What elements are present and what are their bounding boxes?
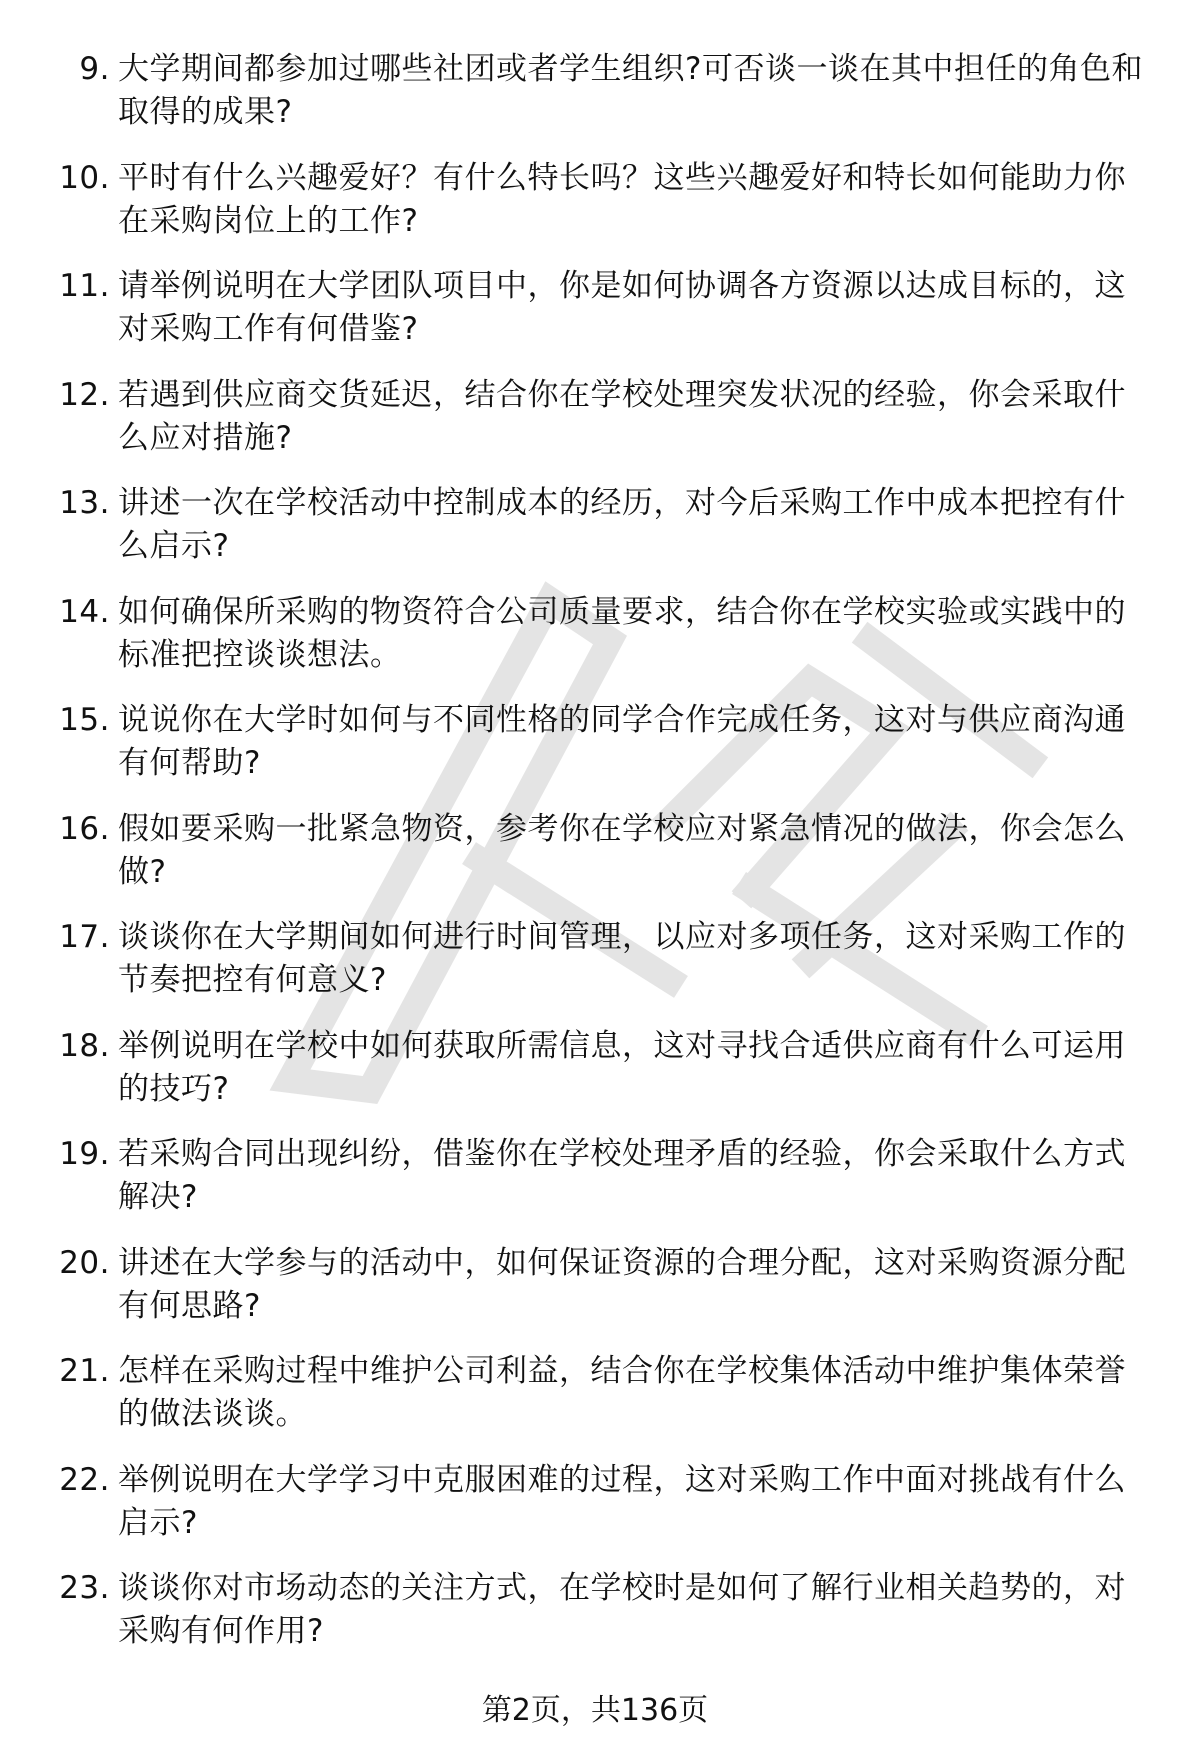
question-text: 平时有什么兴趣爱好？有什么特长吗？这些兴趣爱好和特长如何能助力你在采购岗位上的工作? bbox=[118, 159, 1126, 239]
question-number: 20. bbox=[59, 1244, 110, 1281]
question-text: 如何确保所采购的物资符合公司质量要求，结合你在学校实验或实践中的标准把控谈谈想法。 bbox=[118, 593, 1126, 673]
list-item bbox=[0, 1133, 1190, 1242]
question-list bbox=[0, 48, 1190, 1676]
question-number: 10. bbox=[59, 159, 110, 196]
question-text: 举例说明在大学学习中克服困难的过程，这对采购工作中面对挑战有什么启示? bbox=[118, 1461, 1126, 1541]
question-text: 大学期间都参加过哪些社团或者学生组织?可否谈一谈在其中担任的角色和取得的成果? bbox=[118, 51, 1143, 130]
question-number: 13. bbox=[59, 485, 110, 521]
question-number: 17. bbox=[59, 919, 110, 955]
question-number: 14. bbox=[59, 593, 110, 630]
list-item bbox=[0, 591, 1190, 700]
question-number: 9. bbox=[79, 51, 110, 87]
list-item bbox=[0, 1242, 1190, 1351]
question-text: 讲述在大学参与的活动中，如何保证资源的合理分配，这对采购资源分配有何思路? bbox=[118, 1244, 1126, 1324]
question-text: 若采购合同出现纠纷，借鉴你在学校处理矛盾的经验，你会采取什么方式解决? bbox=[118, 1136, 1126, 1215]
list-item bbox=[0, 699, 1190, 808]
question-number: 15. bbox=[59, 702, 110, 738]
list-item bbox=[0, 1459, 1190, 1568]
list-item bbox=[0, 1350, 1190, 1459]
question-text: 怎样在采购过程中维护公司利益，结合你在学校集体活动中维护集体荣誉的做法谈谈。 bbox=[118, 1353, 1126, 1432]
list-item bbox=[0, 1025, 1190, 1134]
question-text: 谈谈你在大学期间如何进行时间管理，以应对多项任务，这对采购工作的节奏把控有何意义? bbox=[118, 919, 1126, 998]
question-text: 举例说明在学校中如何获取所需信息，这对寻找合适供应商有什么可运用的技巧? bbox=[118, 1027, 1126, 1107]
question-number: 18. bbox=[59, 1027, 110, 1064]
list-item bbox=[0, 1567, 1190, 1676]
question-number: 22. bbox=[59, 1461, 110, 1498]
list-item bbox=[0, 374, 1190, 483]
question-number: 16. bbox=[59, 810, 110, 847]
question-text: 说说你在大学时如何与不同性格的同学合作完成任务，这对与供应商沟通有何帮助? bbox=[118, 702, 1126, 781]
question-number: 11. bbox=[59, 268, 110, 304]
question-text: 若遇到供应商交货延迟，结合你在学校处理突发状况的经验，你会采取什么应对措施? bbox=[118, 376, 1126, 456]
question-text: 讲述一次在学校活动中控制成本的经历，对今后采购工作中成本把控有什么启示? bbox=[118, 485, 1126, 564]
question-number: 23. bbox=[59, 1570, 110, 1606]
list-item bbox=[0, 482, 1190, 591]
list-item bbox=[0, 808, 1190, 917]
question-text: 请举例说明在大学团队项目中，你是如何协调各方资源以达成目标的，这对采购工作有何借鉴? bbox=[118, 268, 1126, 347]
question-number: 12. bbox=[59, 376, 110, 413]
list-item bbox=[0, 48, 1190, 157]
list-item bbox=[0, 157, 1190, 266]
list-item bbox=[0, 265, 1190, 374]
question-number: 19. bbox=[59, 1136, 110, 1172]
list-item bbox=[0, 916, 1190, 1025]
question-number: 21. bbox=[59, 1353, 110, 1389]
question-text: 谈谈你对市场动态的关注方式，在学校时是如何了解行业相关趋势的，对采购有何作用? bbox=[118, 1570, 1126, 1649]
question-text: 假如要采购一批紧急物资，参考你在学校应对紧急情况的做法，你会怎么做? bbox=[118, 810, 1126, 890]
page-number-footer: 第2页，共136页 bbox=[481, 1693, 709, 1728]
